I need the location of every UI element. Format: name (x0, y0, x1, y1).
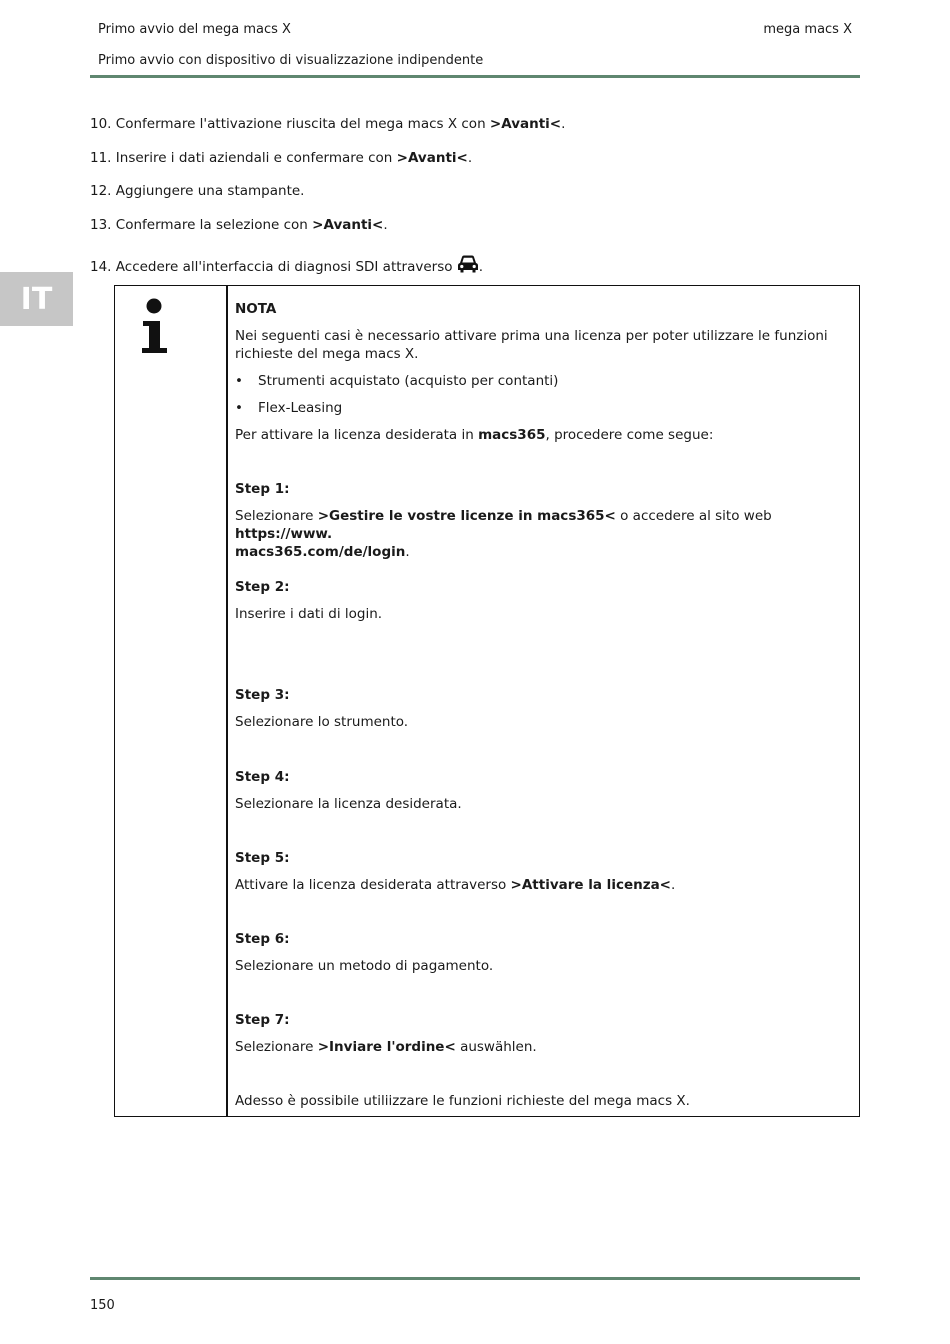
step-label: Step 4: (235, 769, 290, 785)
list-item (90, 254, 860, 288)
step-text (235, 1038, 835, 1056)
header-rule (90, 75, 860, 78)
step-punct: . (383, 216, 388, 233)
step-punct: . (561, 116, 566, 132)
list-item (90, 149, 860, 183)
note-heading: NOTA (235, 301, 277, 317)
bullet-text: Flex-Leasing (258, 400, 343, 416)
step-label: Step 6: (235, 931, 290, 947)
step-label: Step 3: (235, 687, 290, 703)
text: Selezionare (235, 508, 318, 524)
step-text: Aggiungere una stampante. (115, 183, 305, 199)
text: auswählen. (455, 1039, 537, 1055)
step-text: Inserire i dati aziendali e confermare con (115, 149, 397, 166)
car-diagnosis-icon (457, 254, 479, 274)
step-label: Step 5: (235, 850, 290, 866)
step-punct: . (467, 149, 473, 166)
step-punct: . (478, 259, 484, 275)
step-number: 14. (90, 259, 112, 275)
header-title: Primo avvio del mega macs X (98, 22, 291, 37)
note-box (114, 285, 860, 1117)
step-text: Confermare la selezione con (115, 216, 313, 233)
list-item (90, 216, 860, 250)
header-subtitle: Primo avvio con dispositivo di visualizzazione indipendente (98, 53, 484, 68)
step-text: Accedere all'interfaccia di diagnosi SDI attraverso (115, 259, 457, 275)
step-text: Inserire i dati di login. (235, 606, 383, 622)
page-number: 150 (90, 1298, 115, 1313)
step-label: Step 7: (235, 1012, 290, 1028)
note-divider (226, 286, 228, 1116)
list-item (235, 399, 858, 417)
list-item (235, 372, 858, 390)
step-number: 13. (90, 216, 112, 233)
url: macs365.com/de/login (235, 544, 406, 560)
text: Attivare la licenza desiderata attraverso (235, 877, 511, 893)
step-number: 12. (90, 183, 112, 199)
product-name: macs365 (478, 427, 546, 443)
step-command: >Avanti< (489, 116, 562, 132)
step-text: Selezionare la licenza desiderata. (235, 796, 462, 812)
step-text (235, 876, 835, 894)
bullet-text: Strumenti acquistato (acquisto per contanti) (258, 373, 559, 389)
language-tab-label: IT (20, 281, 53, 317)
step-text: Selezionare lo strumento. (235, 714, 409, 730)
step-command: >Avanti< (396, 149, 468, 166)
text: Selezionare (235, 1039, 318, 1055)
step-text (235, 507, 835, 561)
header-product: mega macs X (763, 22, 852, 37)
command: >Gestire le vostre licenze in macs365< (317, 508, 616, 524)
text: o accedere al sito web (615, 508, 772, 524)
step-label: Step 1: (235, 481, 290, 497)
note-activate-text (235, 426, 835, 444)
step-text: Selezionare un metodo di pagamento. (235, 958, 494, 974)
footer-rule (90, 1277, 860, 1280)
note-intro: Nei seguenti casi è necessario attivare prima una licenza per poter utilizzare le funzioni richieste del mega macs X. (235, 328, 828, 362)
text: . (405, 544, 410, 560)
list-item (90, 182, 860, 216)
text: . (671, 877, 676, 893)
list-item (90, 115, 860, 149)
language-tab (0, 272, 73, 326)
command: >Inviare l'ordine< (317, 1039, 456, 1055)
command: >Attivare la licenza< (510, 877, 671, 893)
url: https://www. (235, 526, 333, 542)
note-closing: Adesso è possibile utiliizzare le funzioni richieste del mega macs X. (235, 1093, 690, 1109)
info-icon (137, 296, 177, 356)
step-label: Step 2: (235, 579, 290, 595)
step-number: 10. (90, 116, 112, 132)
text: Per attivare la licenza desiderata in (235, 427, 479, 443)
step-number: 11. (90, 149, 112, 166)
step-list (90, 115, 860, 288)
step-text: Confermare l'attivazione riuscita del mega macs X con (115, 116, 490, 132)
step-command: >Avanti< (312, 216, 384, 233)
text: , procedere come segue: (545, 427, 714, 443)
